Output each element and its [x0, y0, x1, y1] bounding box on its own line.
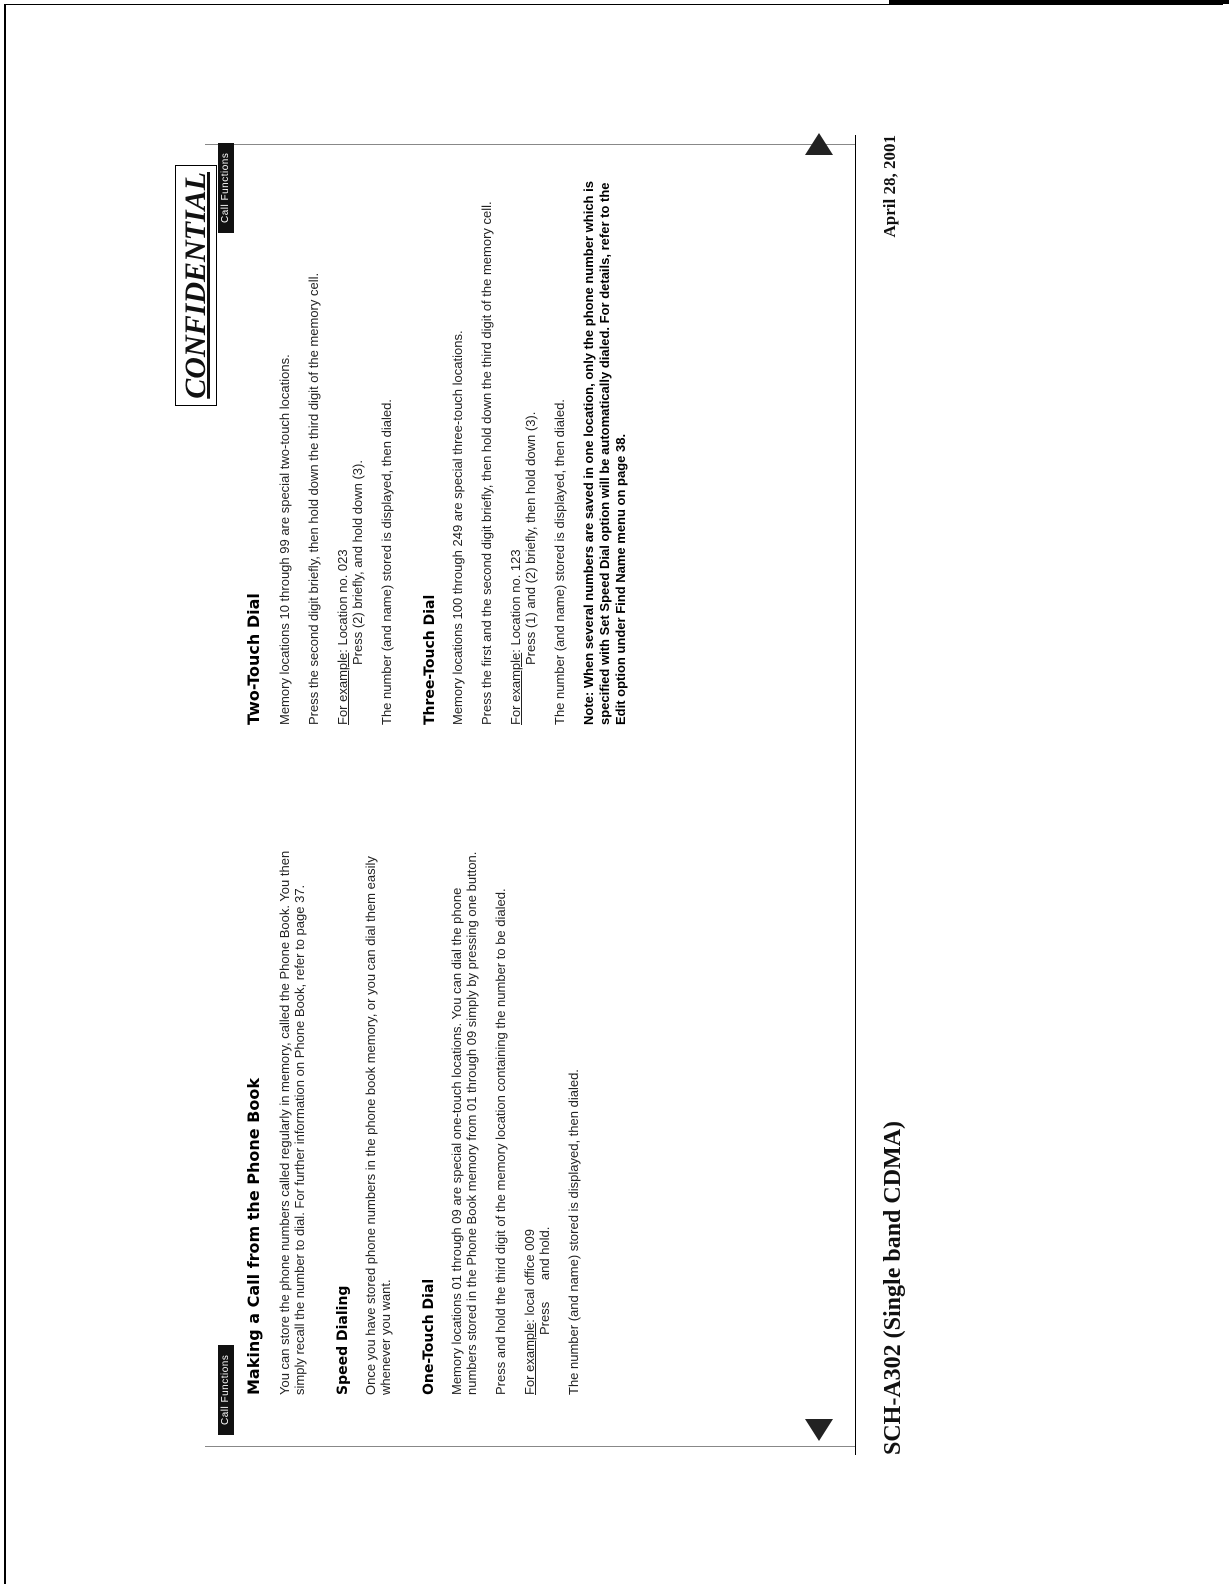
example-label: For example — [522, 1322, 537, 1395]
three-touch-heading: Three-Touch Dial — [422, 594, 438, 725]
example-hold: and hold. — [537, 1226, 552, 1281]
one-touch-text: Memory locations 01 through 09 are special one-touch locations. You can dial the phone numbers stored in the Phone Book memory from 01 through 09 simply by pressing one button. — [449, 851, 479, 1395]
right-rule — [205, 144, 855, 145]
example-text: : local office 009 — [522, 1229, 537, 1323]
section-tab-left: Call Functions — [218, 1345, 234, 1435]
three-example-label: For example — [508, 652, 523, 725]
two-touch-heading: Two-Touch Dial — [244, 593, 263, 725]
right-column — [245, 165, 643, 725]
two-touch-example — [335, 165, 365, 725]
left-rule — [205, 1446, 855, 1447]
model-footer: SCH-A302 (Single band CDMA) — [880, 1120, 906, 1455]
one-touch-press: Press and hold the third digit of the memory location containing the number to be dialed. — [493, 888, 508, 1395]
two-example-press: Press (2) briefly, and hold down (3). — [350, 460, 365, 665]
date-footer: April 28, 2001 — [880, 135, 899, 238]
left-column — [245, 835, 595, 1395]
confidential-stamp: CONFIDENTIAL — [175, 165, 217, 406]
speed-dialing-heading: Speed Dialing — [335, 1285, 351, 1395]
footer-rule — [855, 135, 856, 1455]
three-touch-example — [508, 165, 538, 725]
two-example-label: For example — [335, 652, 350, 725]
three-example-text: : Location no. 123 — [508, 549, 523, 653]
two-touch-press: Press the second digit briefly, then hold down the third digit of the memory cell. — [306, 272, 321, 725]
top-rule — [889, 0, 1229, 4]
three-touch-press: Press the first and the second digit briefly, then hold down the third digit of the memory cell. — [479, 201, 494, 725]
one-touch-heading: One-Touch Dial — [421, 1278, 437, 1395]
speed-dialing-text: Once you have stored phone numbers in the phone book memory, or you can dial them easily whenever you want. — [363, 856, 393, 1395]
two-touch-text: Memory locations 10 through 99 are special two-touch locations. — [277, 354, 292, 725]
two-touch-result: The number (and name) stored is displayed, then dialed. — [379, 399, 394, 725]
rotated-page — [179, 125, 920, 1455]
one-touch-example — [522, 835, 552, 1395]
speed-dial-note: Note: When several numbers are saved in one location, only the phone number which is specified with Set Speed Dial option will be automatically dialed. For details, refer to the Edit option under Find Name menu on page 38. — [581, 181, 628, 725]
two-example-text: : Location no. 023 — [335, 549, 350, 653]
section-tab-right: Call Functions — [218, 143, 234, 233]
phone-book-intro: You can store the phone numbers called regularly in memory, called the Phone Book. You then simply recall the number to dial. For further information on Phone Book, refer to page 37. — [277, 850, 307, 1395]
one-touch-result: The number (and name) stored is displayed, then dialed. — [566, 1069, 581, 1395]
next-page-arrow-icon[interactable] — [805, 133, 833, 155]
phone-book-heading: Making a Call from the Phone Book — [244, 1078, 263, 1395]
three-touch-text: Memory locations 100 through 249 are special three-touch locations. — [450, 330, 465, 725]
three-touch-result: The number (and name) stored is displayed, then dialed. — [552, 399, 567, 725]
example-press: Press — [537, 1301, 552, 1335]
example-instruction — [537, 835, 552, 1395]
three-example-press: Press (1) and (2) briefly, then hold down (3). — [523, 411, 538, 665]
previous-page-arrow-icon[interactable] — [805, 1419, 833, 1441]
